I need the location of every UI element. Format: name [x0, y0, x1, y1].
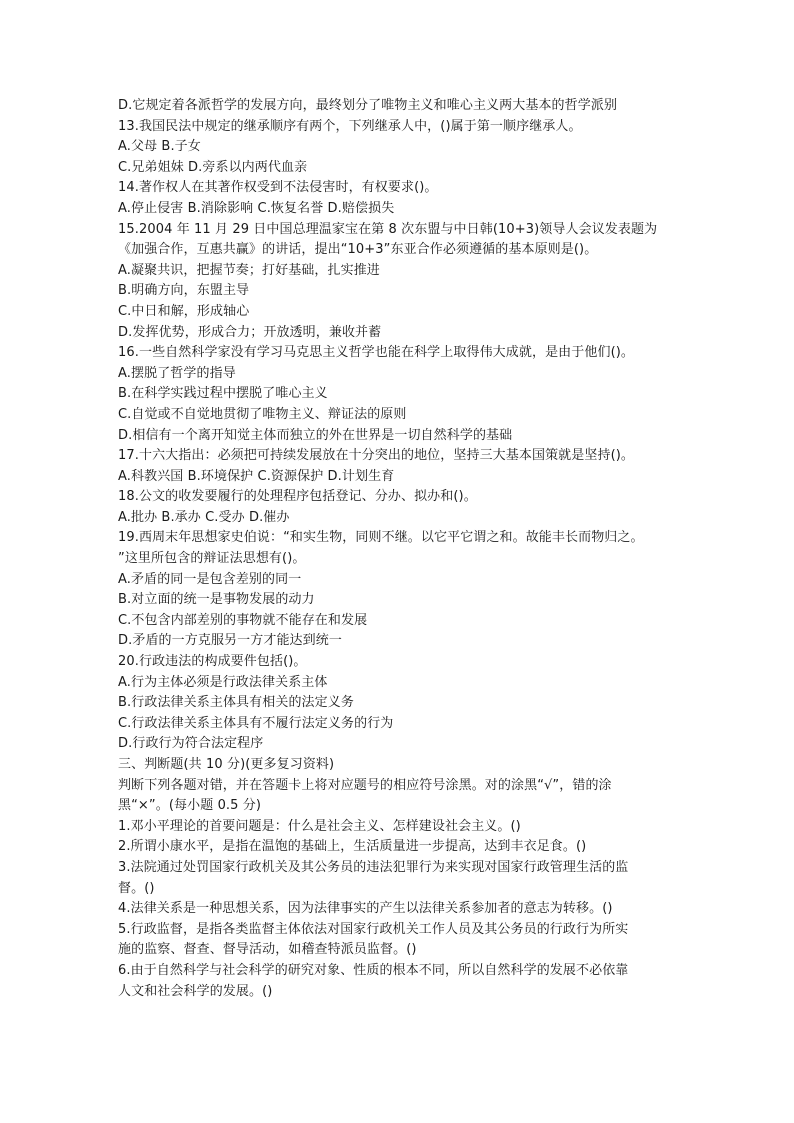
question-14: 14.著作权人在其著作权受到不法侵害时，有权要求()。 — [118, 180, 438, 196]
option-line: A.科教兴国 B.环境保护 C.资源保护 D.计划生育 — [118, 468, 395, 484]
judgment-item-3: 3.法院通过处罚国家行政机关及其公务员的违法犯罪行为来实现对国家行政管理生活的监 — [118, 859, 629, 875]
option-line: C.自觉或不自觉地贯彻了唯物主义、辩证法的原则 — [118, 406, 407, 422]
option-line: B.对立面的统一是事物发展的动力 — [118, 592, 315, 608]
question-20: 20.行政违法的构成要件包括()。 — [118, 654, 307, 670]
option-line: A.凝聚共识，把握节奏；打好基础，扎实推进 — [118, 262, 380, 278]
judgment-item-5-cont: 施的监察、督查、督导活动，如稽查特派员监督。() — [118, 942, 417, 958]
option-line: D.相信有一个离开知觉主体而独立的外在世界是一切自然科学的基础 — [118, 427, 513, 443]
option-line: D.矛盾的一方克服另一方才能达到统一 — [118, 633, 342, 649]
option-line: A.父母 B.子女 — [118, 139, 201, 155]
judgment-item-1: 1.邓小平理论的首要问题是：什么是社会主义、怎样建设社会主义。() — [118, 818, 521, 834]
question-19: 19.西周末年思想家史伯说：“和实生物，同则不继。以它平它谓之和。故能丰长而物归之。 — [118, 530, 644, 546]
question-17: 17.十六大指出：必须把可持续发展放在十分突出的地位，坚持三大基本国策就是坚持()。 — [118, 448, 635, 464]
question-13: 13.我国民法中规定的继承顺序有两个，下列继承人中，()属于第一顺序继承人。 — [118, 118, 582, 134]
option-line: D.发挥优势，形成合力；开放透明，兼收并蓄 — [118, 324, 382, 340]
section-instructions: 判断下列各题对错，并在答题卡上将对应题号的相应符号涂黑。对的涂黑“√”，错的涂 — [118, 777, 612, 793]
question-18: 18.公文的收发要履行的处理程序包括登记、分办、拟办和()。 — [118, 489, 477, 505]
option-line: A.批办 B.承办 C.受办 D.催办 — [118, 509, 290, 525]
option-line: D.行政行为符合法定程序 — [118, 736, 264, 752]
question-19-cont: ”这里所包含的辩证法思想有()。 — [118, 551, 306, 567]
option-line: A.摆脱了哲学的指导 — [118, 365, 236, 381]
option-line: B.在科学实践过程中摆脱了唯心主义 — [118, 386, 328, 402]
section-instructions-cont: 黑“×”。(每小题 0.5 分) — [118, 798, 262, 814]
judgment-item-2: 2.所谓小康水平，是指在温饱的基础上，生活质量进一步提高，达到丰衣足食。() — [118, 839, 587, 855]
option-line: A.矛盾的同一是包含差别的同一 — [118, 571, 302, 587]
option-line: A.停止侵害 B.消除影响 C.恢复名誉 D.赔偿损失 — [118, 200, 395, 216]
judgment-item-6-cont: 人文和社会科学的发展。() — [118, 983, 273, 999]
question-16: 16.一些自然科学家没有学习马克思主义哲学也能在科学上取得伟大成就，是由于他们()。 — [118, 345, 635, 361]
judgment-item-6: 6.由于自然科学与社会科学的研究对象、性质的根本不同，所以自然科学的发展不必依靠 — [118, 962, 629, 978]
judgment-item-3-cont: 督。() — [118, 880, 155, 896]
option-line: B.行政法律关系主体具有相关的法定义务 — [118, 695, 354, 711]
option-line: B.明确方向，东盟主导 — [118, 283, 250, 299]
judgment-item-5: 5.行政监督，是指各类监督主体依法对国家行政机关工作人员及其公务员的行政行为所实 — [118, 921, 629, 937]
option-line: A.行为主体必须是行政法律关系主体 — [118, 674, 328, 690]
section-heading: 三、判断题(共 10 分)(更多复习资料) — [118, 757, 335, 772]
option-line: C.兄弟姐妹 D.旁系以内两代血亲 — [118, 159, 308, 175]
option-line: C.中日和解，形成轴心 — [118, 303, 250, 319]
option-line: C.不包含内部差别的事物就不能存在和发展 — [118, 612, 368, 628]
option-line: C.行政法律关系主体具有不履行法定义务的行为 — [118, 715, 394, 731]
document-page — [118, 96, 683, 1002]
judgment-item-4: 4.法律关系是一种思想关系，因为法律事实的产生以法律关系参加者的意志为转移。() — [118, 901, 613, 917]
question-15: 15.2004 年 11 月 29 日中国总理温家宝在第 8 次东盟与中日韩(10+3)领导人会议发表题为 — [118, 221, 658, 237]
text-line: D.它规定着各派哲学的发展方向，最终划分了唯物主义和唯心主义两大基本的哲学派别 — [118, 98, 618, 113]
question-15-cont: 《加强合作，互惠共赢》的讲话，提出“10+3”东亚合作必须遵循的基本原则是()。 — [118, 242, 598, 258]
